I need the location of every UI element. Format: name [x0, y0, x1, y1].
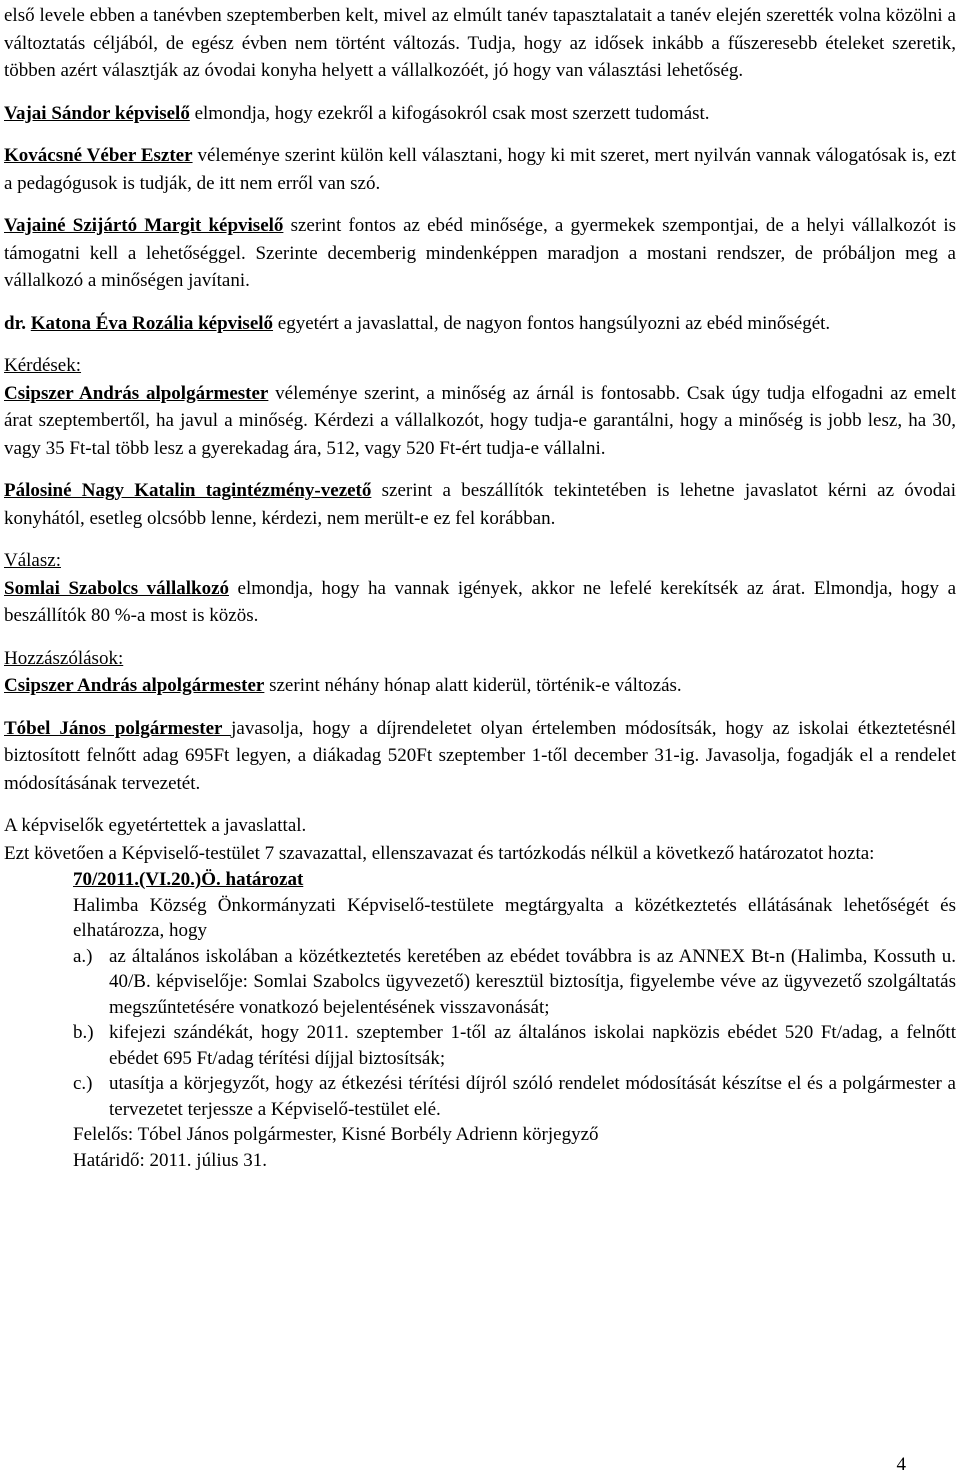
item-label: b.)	[73, 1022, 94, 1043]
vote-paragraph: Ezt követően a Képviselő-testület 7 szavazattal, ellenszavazat és tartózkodás nélkül a következő határozatot hozta:	[4, 842, 875, 864]
resolution-item	[73, 944, 956, 1021]
speaker-text: szerint néhány hónap alatt kiderül, történik-e változás.	[264, 675, 682, 696]
speaker-text: szerint a beszállítók tekintetében is lehetne javaslatot kérni az óvodai konyhától, esetleg olcsóbb lenne, kérdezi, nem merült-e ez fel korábban.	[4, 480, 956, 529]
resolution-title: 70/2011.(VI.20.)Ö. határozat	[73, 869, 304, 890]
paragraph-kovacsne	[4, 142, 956, 197]
paragraph-somlai	[4, 575, 956, 630]
document-page	[4, 0, 956, 1173]
resolution-items	[73, 944, 956, 1123]
speaker-name: Somlai Szabolcs vállalkozó	[4, 577, 229, 599]
speaker-name: Csipszer András alpolgármester	[4, 382, 269, 404]
heading-answer: Válasz:	[4, 550, 61, 571]
speaker-text: elmondja, hogy ezekről a kifogásokról csak most szerzett tudomást.	[189, 102, 710, 124]
resolution-deadline: Határidő: 2011. július 31.	[73, 1149, 268, 1171]
item-text: kifejezi szándékát, hogy 2011. szeptember 1-től az általános iskolai napközis ebédet 520 Ft/adag, a felnőtt ebédet 695 Ft/adag térítési díjjal biztosítsák;	[109, 1022, 956, 1069]
intro-paragraph: első levele ebben a tanévben szeptemberben kelt, mivel az elmúlt tanév tapasztalatait a tanév elején szerették volna közölni a változtatás céljából, de egész évben nem történt változás. Tudja, hogy az idősek inkább a fűszeresebb ételeket szeretik, többen azért választják az óvodai konyha helyett a vállalkozóét, jó hogy van választási lehetőség.	[4, 5, 956, 81]
speaker-name: Katona Éva Rozália képviselő	[30, 312, 274, 334]
speaker-name: Vajai Sándor képviselő	[4, 102, 190, 124]
resolution-item	[73, 1020, 956, 1071]
resolution-responsible: Felelős: Tóbel János polgármester, Kisné Borbély Adrienn körjegyző	[73, 1124, 599, 1145]
speaker-prefix: dr.	[4, 312, 31, 334]
paragraph-katona	[4, 310, 956, 338]
paragraph-vajaine	[4, 212, 956, 295]
heading-questions: Kérdések:	[4, 355, 82, 376]
speaker-text: javasolja, hogy a díjrendeletet olyan értelemben módosítsák, hogy az iskolai étkeztetésnél biztosított felnőtt adag 695Ft legyen, a diákadag 520Ft szeptember 1-től december 31-ig. Javasolja, fogadják el a rendelet módosításának tervezetét.	[4, 717, 956, 794]
speaker-text: véleménye szerint külön kell választani, hogy ki mit szeret, mert nyilván vannak válogatósak is, ezt a pedagógusok is tudják, de itt nem erről van szó.	[4, 145, 957, 194]
paragraph-csipszer-2	[4, 672, 956, 700]
speaker-name: Csipszer András alpolgármester	[4, 675, 265, 696]
page-number: 4	[896, 1454, 906, 1475]
speaker-name: Pálosiné Nagy Katalin tagintézmény-vezető	[4, 480, 372, 501]
speaker-text: véleménye szerint, a minőség az árnál is fontosabb. Csak úgy tudja elfogadni az emelt árat szeptembertől, ha javul a minőség. Kérdezi a vállalkozót, hogy tudja-e garantálni, hogy a minőség is jobb lesz, ha 30, vagy 35 Ft-tal több lesz a gyerekadag ára, 512, vagy 520 Ft-ért tudja-e vállalni.	[4, 382, 956, 459]
paragraph-csipszer-1	[4, 380, 956, 463]
speaker-name: Vajainé Szijártó Margit képviselő	[4, 215, 284, 236]
item-label: a.)	[73, 945, 93, 967]
item-text: az általános iskolában a közétkeztetés keretében az ebédet továbbra is az ANNEX Bt-n (Halimba, Kossuth u. 40/B. képviselője: Somlai Szabolcs ügyvezető) keresztül biztosítja, figyelembe véve az ügyvezető szolgáltatás megszűntetésére vonatkozó bejelentésének visszavonását;	[109, 945, 956, 1018]
speaker-name: Tóbel János polgármester	[4, 717, 232, 739]
speaker-name: Kovácsné Véber Eszter	[4, 145, 193, 166]
heading-comments: Hozzászólások:	[4, 647, 124, 669]
resolution-item	[73, 1071, 956, 1122]
item-label: c.)	[73, 1073, 93, 1094]
speaker-text: elmondja, hogy ha vannak igények, akkor ne lefelé kerekítsék az árat. Elmondja, hogy a beszállítók 80 %-a most is közös.	[4, 577, 956, 626]
resolution-block	[73, 867, 956, 1173]
paragraph-tobel	[4, 715, 956, 798]
speaker-text: egyetért a javaslattal, de nagyon fontos hangsúlyozni az ebéd minőségét.	[273, 312, 831, 334]
item-text: utasítja a körjegyzőt, hogy az étkezési térítési díjról szóló rendelet módosítását készítse el és a polgármester a tervezetet terjessze a Képviselő-testület elé.	[109, 1073, 956, 1120]
resolution-intro: Halimba Község Önkormányzati Képviselő-testülete megtárgyalta a közétkeztetés ellátásának lehetőségét és elhatározza, hogy	[73, 894, 956, 941]
paragraph-palosine	[4, 477, 956, 532]
speaker-text: szerint fontos az ebéd minősége, a gyermekek szempontjai, de a helyi vállalkozót is támogatni kell a lehetőséggel. Szerinte decemberig mindenképpen maradjon a mostani rendszer, de próbáljon meg a vállalkozó a minőségen javítani.	[4, 215, 956, 291]
paragraph-vajai	[4, 100, 956, 128]
agreement-line: A képviselők egyetértettek a javaslattal.	[4, 815, 307, 836]
